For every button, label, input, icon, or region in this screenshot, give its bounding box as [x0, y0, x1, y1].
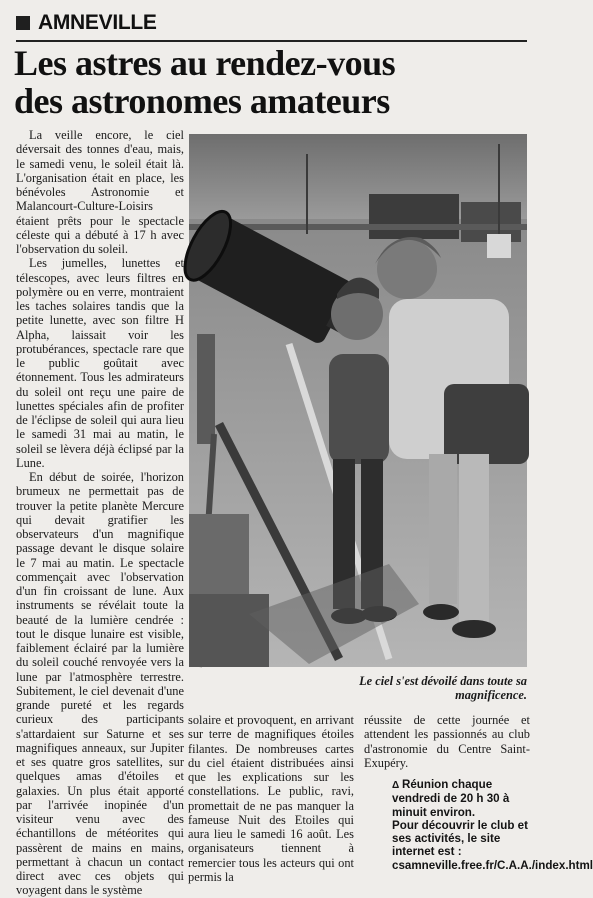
- photo-caption: Le ciel s'est dévoilé dans toute sa magnificence.: [359, 674, 527, 702]
- rubric-title: AMNEVILLE: [38, 11, 157, 34]
- info-website: Pour découvrir le club et ses activités, le site internet est : csamneville.free.fr/C.A.A./index.html: [392, 818, 593, 872]
- telescope-photo: [189, 134, 527, 667]
- rubric-square-icon: [16, 16, 30, 30]
- headline: [14, 44, 534, 120]
- triangle-icon: Δ: [392, 780, 402, 791]
- article-paragraph-1: La veille encore, le ciel déversait des tonnes d'eau, mais, le samedi venu, le soleil était là. L'organisation était en place, les bénévoles Astronomie et Malancourt-Culture-Loisirs étaient prêts pour le spectacle céleste qui a débuté à 17 h avec l'observation du soleil.: [16, 128, 184, 256]
- header-rule: [16, 40, 527, 42]
- column-2-text: solaire et provoquent, en arrivant sur terre de magnifiques étoiles filantes. De nombreuses cartes du ciel étaient distribuées ainsi que les explications sur les constellations. Le public, ravi, promettait de ne pas manquer la fameuse Nuit des Etoiles qui aura lieu le samedi 16 août. Les organisateurs tiennent à remercier tous les acteurs qui ont permis la: [188, 713, 354, 884]
- info-meeting: [392, 778, 542, 819]
- article-paragraph-2: Les jumelles, lunettes et télescopes, avec leurs filtres en polymère ou en verre, montraient les taches solaires tandis que la petite lunette, avec son filtre H Alpha, laissait voir les protubérances, spectacle rare que le public goûtait avec étonnement. Tous les admirateurs du soleil ont reçu une paire de lunettes spéciales afin de profiter de l'éclipse de soleil qui aura lieu le samedi 31 mai au matin, le soleil se lèvera déjà éclipsé par la Lune.: [16, 256, 184, 470]
- headline-line-2: des astronomes amateurs: [14, 81, 390, 121]
- article-column-3: [364, 713, 530, 770]
- info-box: [392, 778, 593, 872]
- column-3-text: réussite de cette journée et attendent les passionnés au club d'astronomie du Centre Saint-Exupéry.: [364, 713, 530, 770]
- article-column-1: [16, 128, 184, 898]
- headline-line-1: Les astres au rendez-vous: [14, 43, 396, 83]
- article-column-2: [188, 713, 354, 884]
- section-rubric: [16, 12, 157, 34]
- article-paragraph-3: En début de soirée, l'horizon brumeux ne permettait pas de trouver la petite planète Mercure qui devait gratifier les observateurs d'un magnifique passage devant le disque solaire le 7 mai au matin. Le spectacle commençait avec l'observation d'un fin croissant de lune. Aux instruments se révélait toute la beauté de la lumière cendrée : tout le disque lunaire est visible, faiblement éclairé par la lumière du soleil couché renvoyée vers la lune par l'atmosphère terrestre. Subitement, le ciel devenait d'une grande pureté et les regards curieux des participants s'attardaient sur Saturne et ses magnifiques anneaux, sur Jupiter et ses quatre gros satellites, sur quelques amas d'étoiles et galaxies. Un plus était apporté par l'arrivée inopinée d'un visiteur venu avec des échantillons de météorites qui passèrent de mains en mains, permettant à chacun un contact direct avec ces objets qui voyagent dans le système: [16, 470, 184, 898]
- info-meeting-text: Réunion chaque vendredi de 20 h 30 à minuit environ.: [392, 778, 510, 819]
